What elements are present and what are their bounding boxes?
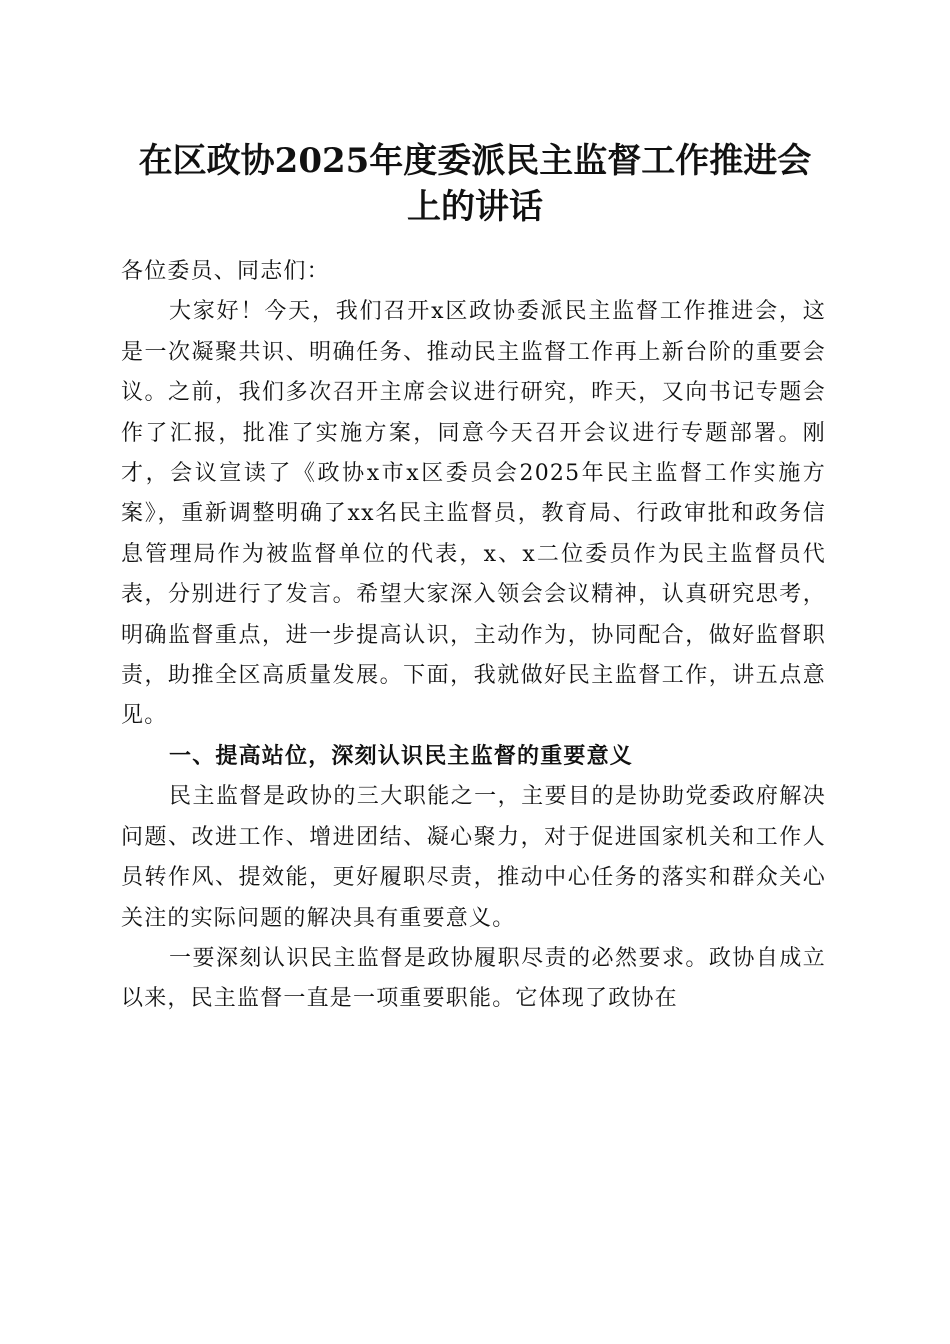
title-line-2: 上的讲话: [407, 187, 543, 227]
salutation: 各位委员、同志们：: [121, 259, 330, 284]
title-line-1: 在区政协2025年度委派民主监督工作推进会: [138, 141, 812, 181]
document-title: [110, 138, 840, 230]
section-1-paragraph-1: 民主监督是政协的三大职能之一，主要目的是协助党委政府解决问题、改进工作、增进团结、凝心聚力，对于促进国家机关和工作人员转作风、提效能，更好履职尽责，推动中心任务的落实和群众关心关注的实际问题的解决具有重要意义。: [121, 784, 826, 931]
section-1-heading: 一、提高站位，深刻认识民主监督的重要意义: [169, 743, 634, 769]
document-body: [121, 252, 826, 1020]
section-1-paragraph-2: 一要深刻认识民主监督是政协履职尽责的必然要求。政协自成立以来，民主监督一直是一项重要职能。它体现了政协在: [121, 945, 826, 1012]
opening-paragraph: 大家好！今天，我们召开x区政协委派民主监督工作推进会，这是一次凝聚共识、明确任务、推动民主监督工作再上新台阶的重要会议。之前，我们多次召开主席会议进行研究，昨天，又向书记专题会作了汇报，批准了实施方案，同意今天召开会议进行专题部署。刚才，会议宣读了《政协x市x区委员会2025年民主监督工作实施方案》，重新调整明确了xx名民主监督员，教育局、行政审批和政务信息管理局作为被监督单位的代表，x、x二位委员作为民主监督员代表，分别进行了发言。希望大家深入领会会议精神，认真研究思考，明确监督重点，进一步提高认识，主动作为，协同配合，做好监督职责，助推全区高质量发展。下面，我就做好民主监督工作，讲五点意见。: [121, 299, 826, 729]
